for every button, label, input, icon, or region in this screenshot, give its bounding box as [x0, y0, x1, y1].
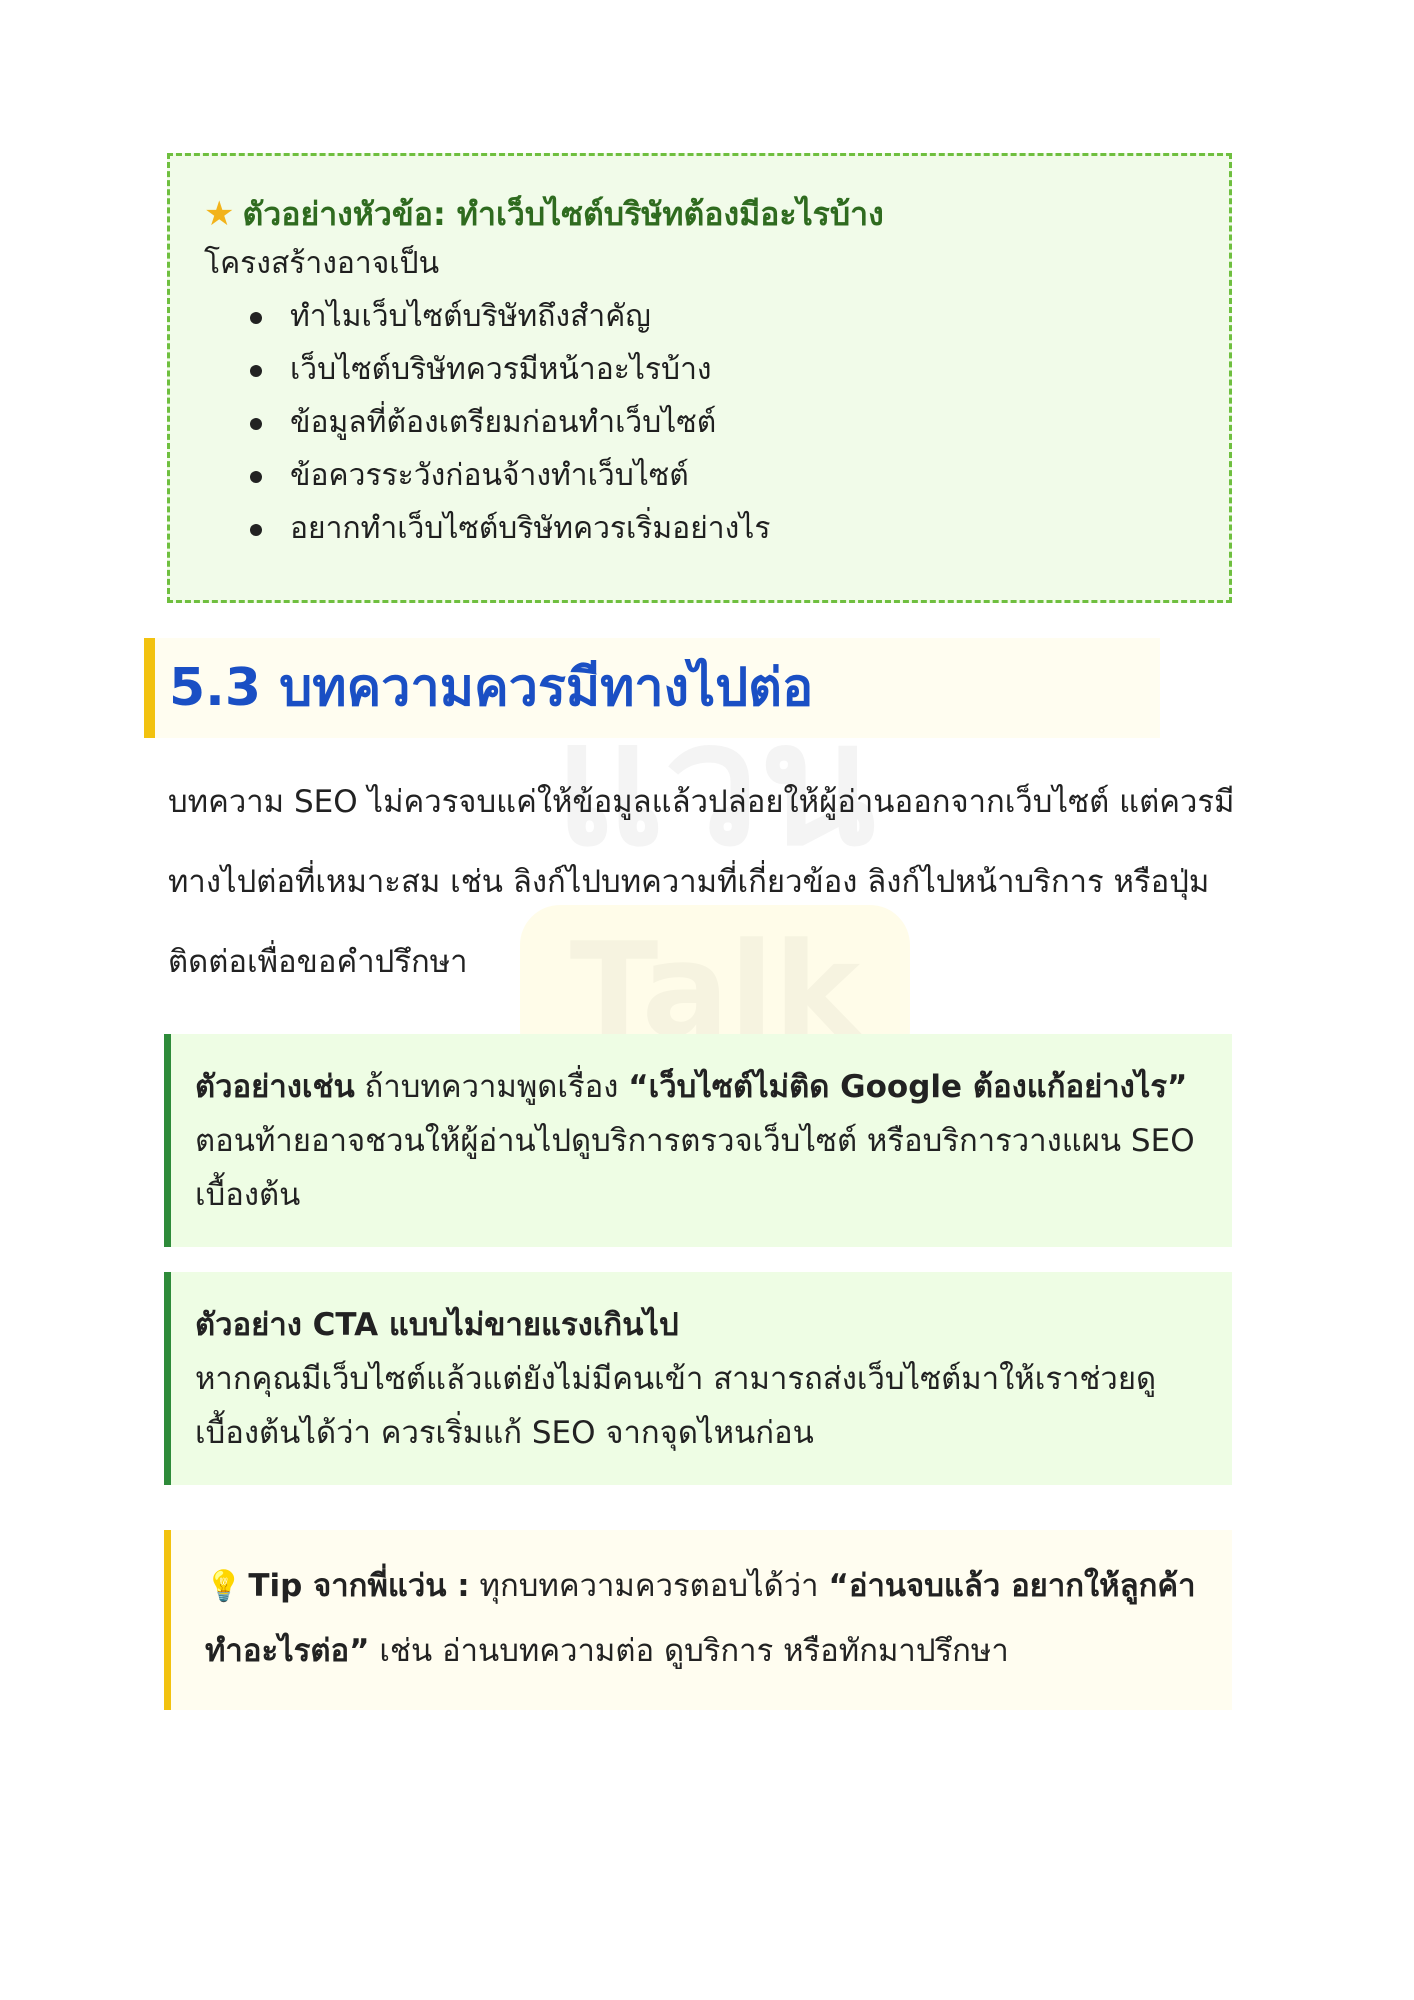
- cta-example-title: ตัวอย่าง CTA แบบไม่ขายแรงเกินไป: [195, 1307, 679, 1343]
- section-paragraph: บทความ SEO ไม่ควรจบแค่ให้ข้อมูลแล้วปล่อยให้ผู้อ่านออกจากเว็บไซต์ แต่ควรมีทางไปต่อที่เหมาะสม เช่น ลิงก์ไปบทความที่เกี่ยวข้อง ลิงก์ไปหน้าบริการ หรือปุ่มติดต่อเพื่อขอคำปรึกษา: [168, 784, 1235, 980]
- example-callout-text: [195, 1060, 1208, 1222]
- section-heading: 5.3 บทความควรมีทางไปต่อ: [144, 638, 1160, 738]
- example-callout-text-2: ตอนท้ายอาจชวนให้ผู้อ่านไปดูบริการตรวจเว็บไซต์ หรือบริการวางแผน SEO เบื้องต้น: [195, 1123, 1195, 1213]
- example-topic-list: [204, 290, 1193, 555]
- list-item: ข้อควรระวังก่อนจ้างทำเว็บไซต์: [248, 449, 1193, 502]
- list-item: ข้อมูลที่ต้องเตรียมก่อนทำเว็บไซต์: [248, 396, 1193, 449]
- tip-text-2: เช่น อ่านบทความต่อ ดูบริการ หรือทักมาปรึกษา: [369, 1633, 1009, 1669]
- lightbulb-icon: 💡: [205, 1569, 243, 1604]
- tip-quote: “อ่านจบแล้ว อยากให้ลูกค้าทำอะไรต่อ”: [205, 1568, 1196, 1669]
- example-callout-box: [164, 1034, 1232, 1247]
- example-topic-title: [204, 192, 1193, 236]
- list-item: อยากทำเว็บไซต์บริษัทควรเริ่มอย่างไร: [248, 502, 1193, 555]
- tip-box: [164, 1530, 1232, 1710]
- cta-example-text: หากคุณมีเว็บไซต์แล้วแต่ยังไม่มีคนเข้า สามารถส่งเว็บไซต์มาให้เราช่วยดูเบื้องต้นได้ว่า ควรเริ่มแก้ SEO จากจุดไหนก่อน: [195, 1361, 1157, 1451]
- cta-example-box: [164, 1272, 1232, 1485]
- example-callout-text-1: ถ้าบทความพูดเรื่อง: [354, 1069, 629, 1105]
- tip-label: Tip จากพี่แว่น :: [248, 1568, 470, 1604]
- list-item: เว็บไซต์บริษัทควรมีหน้าอะไรบ้าง: [248, 343, 1193, 396]
- tip-text: [205, 1554, 1208, 1683]
- star-icon: ★: [204, 194, 235, 234]
- tip-text-1: ทุกบทความควรตอบได้ว่า: [469, 1568, 829, 1604]
- example-topic-box: [167, 153, 1232, 603]
- example-callout-lead: ตัวอย่างเช่น: [195, 1069, 355, 1105]
- example-callout-quote: “เว็บไซต์ไม่ติด Google ต้องแก้อย่างไร”: [628, 1069, 1188, 1105]
- example-topic-intro: โครงสร้างอาจเป็น: [204, 246, 440, 281]
- list-item: ทำไมเว็บไซต์บริษัทถึงสำคัญ: [248, 290, 1193, 343]
- example-topic-title-text: ตัวอย่างหัวข้อ: ทำเว็บไซต์บริษัทต้องมีอะไรบ้าง: [242, 195, 884, 233]
